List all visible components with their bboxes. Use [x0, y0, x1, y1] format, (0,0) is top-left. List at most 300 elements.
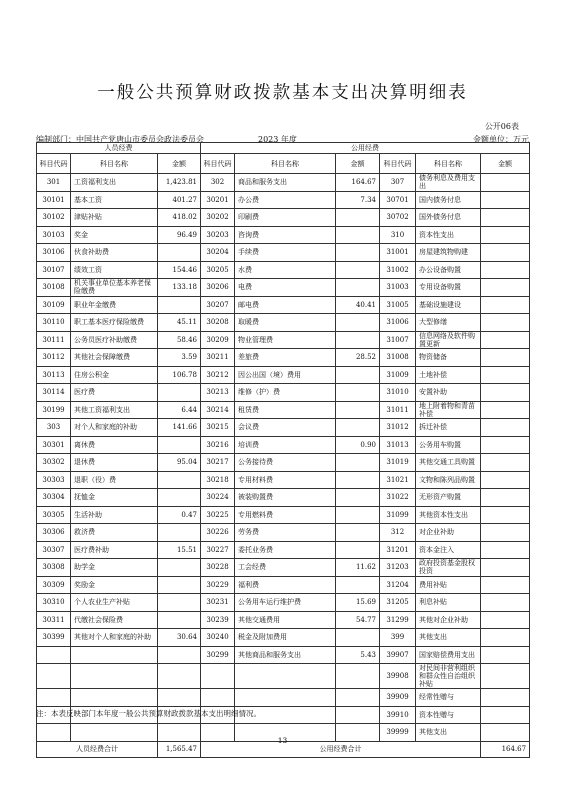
- item-code: [37, 646, 71, 664]
- item-name: 取暖费: [235, 314, 336, 332]
- item-name: [71, 689, 158, 707]
- item-amount: [336, 489, 380, 507]
- item-name: 其他交通工具购置: [416, 454, 481, 472]
- item-code: 30309: [37, 576, 71, 594]
- item-code: 30701: [380, 191, 416, 209]
- item-name: 大型修缮: [416, 314, 481, 332]
- item-amount: [336, 689, 380, 707]
- table-row: [37, 689, 530, 707]
- item-code: 312: [380, 524, 416, 542]
- table-row: [37, 559, 530, 577]
- item-amount: 133.18: [158, 279, 201, 297]
- item-amount: 6.44: [158, 401, 201, 419]
- col-code: 科目代码: [201, 154, 235, 174]
- item-amount: 0.90: [336, 436, 380, 454]
- table-row: [37, 279, 530, 297]
- item-amount: [158, 489, 201, 507]
- col-name: 科目名称: [235, 154, 336, 174]
- item-code: 30213: [201, 384, 235, 402]
- item-code: 30301: [37, 436, 71, 454]
- item-amount: [481, 419, 530, 437]
- item-name: 水费: [235, 261, 336, 279]
- item-code: 31003: [380, 279, 416, 297]
- table-row: [37, 489, 530, 507]
- item-amount: [481, 209, 530, 227]
- item-name: [71, 646, 158, 664]
- item-code: 30201: [201, 191, 235, 209]
- item-amount: 164.67: [336, 174, 380, 192]
- table-row: [37, 366, 530, 384]
- item-code: 30307: [37, 541, 71, 559]
- item-name: 对民间非营利组织和群众性自治组织补贴: [416, 664, 481, 689]
- item-code: 39908: [380, 664, 416, 689]
- item-code: 30110: [37, 314, 71, 332]
- col-code: 科目代码: [37, 154, 71, 174]
- item-code: 30218: [201, 471, 235, 489]
- item-code: 30102: [37, 209, 71, 227]
- item-amount: [336, 524, 380, 542]
- table-row: [37, 174, 530, 192]
- item-amount: [481, 629, 530, 647]
- item-amount: [336, 331, 380, 349]
- item-amount: [481, 401, 530, 419]
- item-code: 30308: [37, 559, 71, 577]
- item-name: 无形资产购置: [416, 489, 481, 507]
- item-code: 30306: [37, 524, 71, 542]
- item-name: 资本性支出: [416, 226, 481, 244]
- item-code: 31005: [380, 296, 416, 314]
- item-name: 政府投资基金股权投资: [416, 559, 481, 577]
- item-name: 房屋建筑物购建: [416, 244, 481, 262]
- item-amount: 96.49: [158, 226, 201, 244]
- item-name: 租赁费: [235, 401, 336, 419]
- col-amount: 金额: [481, 154, 530, 174]
- item-code: 30205: [201, 261, 235, 279]
- table-row: [37, 349, 530, 367]
- item-amount: 106.78: [158, 366, 201, 384]
- item-amount: [336, 226, 380, 244]
- year-label: 2023 年度: [258, 135, 297, 144]
- table-row: [37, 629, 530, 647]
- item-code: 30207: [201, 296, 235, 314]
- item-name: 经常性赠与: [416, 689, 481, 707]
- item-code: 30225: [201, 506, 235, 524]
- item-name: 生活补助: [71, 506, 158, 524]
- item-name: 其他交通费用: [235, 611, 336, 629]
- item-amount: [158, 436, 201, 454]
- table-row: [37, 331, 530, 349]
- item-code: 30107: [37, 261, 71, 279]
- item-code: 30215: [201, 419, 235, 437]
- item-name: 代缴社会保险费: [71, 611, 158, 629]
- item-code: 31009: [380, 366, 416, 384]
- item-amount: [481, 244, 530, 262]
- item-name: 其他对企业补助: [416, 611, 481, 629]
- item-amount: [336, 366, 380, 384]
- item-name: 绩效工资: [71, 261, 158, 279]
- item-amount: [158, 576, 201, 594]
- item-amount: [481, 489, 530, 507]
- item-amount: [481, 384, 530, 402]
- item-name: 其他工资福利支出: [71, 401, 158, 419]
- item-name: 基础设施建设: [416, 296, 481, 314]
- item-amount: [481, 576, 530, 594]
- unit-label: 金额单位：万元: [473, 135, 529, 144]
- item-name: 土地补偿: [416, 366, 481, 384]
- item-amount: [481, 279, 530, 297]
- table-row: [37, 296, 530, 314]
- item-name: 其他支出: [416, 724, 481, 742]
- item-amount: [158, 524, 201, 542]
- item-name: 被装购置费: [235, 489, 336, 507]
- item-name: 其他商品和服务支出: [235, 646, 336, 664]
- table-row: [37, 191, 530, 209]
- item-amount: [481, 174, 530, 192]
- item-name: 对个人和家庭的补助: [71, 419, 158, 437]
- item-amount: [336, 244, 380, 262]
- item-amount: 15.51: [158, 541, 201, 559]
- item-name: 机关事业单位基本养老保险缴费: [71, 279, 158, 297]
- item-name: 差旅费: [235, 349, 336, 367]
- item-amount: [481, 524, 530, 542]
- item-code: 30214: [201, 401, 235, 419]
- item-name: 电费: [235, 279, 336, 297]
- item-code: 30212: [201, 366, 235, 384]
- item-code: 30199: [37, 401, 71, 419]
- col-name: 科目名称: [416, 154, 481, 174]
- item-code: [201, 664, 235, 689]
- table-row: [37, 541, 530, 559]
- item-code: 30311: [37, 611, 71, 629]
- item-amount: [158, 689, 201, 707]
- item-code: 30229: [201, 576, 235, 594]
- item-code: 30224: [201, 489, 235, 507]
- item-code: 30216: [201, 436, 235, 454]
- table-row: [37, 594, 530, 612]
- item-code: 30304: [37, 489, 71, 507]
- item-name: 其他资本性支出: [416, 506, 481, 524]
- item-amount: [158, 471, 201, 489]
- item-code: 30228: [201, 559, 235, 577]
- item-amount: [336, 401, 380, 419]
- item-name: 住房公积金: [71, 366, 158, 384]
- item-code: 30303: [37, 471, 71, 489]
- item-amount: [481, 541, 530, 559]
- item-name: [71, 664, 158, 689]
- item-code: 31008: [380, 349, 416, 367]
- item-name: 奖金: [71, 226, 158, 244]
- item-amount: [336, 454, 380, 472]
- item-name: 津贴补贴: [71, 209, 158, 227]
- item-amount: [481, 689, 530, 707]
- item-name: 地上附着物和青苗补偿: [416, 401, 481, 419]
- item-amount: [336, 664, 380, 689]
- item-amount: [336, 541, 380, 559]
- public-header: 公用经费: [201, 143, 530, 154]
- item-amount: [481, 664, 530, 689]
- item-amount: 45.11: [158, 314, 201, 332]
- item-code: [201, 689, 235, 707]
- item-code: 30203: [201, 226, 235, 244]
- item-name: 职工基本医疗保险缴费: [71, 314, 158, 332]
- item-name: 专用燃料费: [235, 506, 336, 524]
- item-name: 信息网络及软件购置更新: [416, 331, 481, 349]
- item-amount: [158, 296, 201, 314]
- item-amount: [158, 594, 201, 612]
- item-amount: [481, 366, 530, 384]
- table-row: [37, 611, 530, 629]
- item-name: 奖励金: [71, 576, 158, 594]
- item-name: [235, 664, 336, 689]
- item-name: 办公费: [235, 191, 336, 209]
- item-amount: 95.04: [158, 454, 201, 472]
- item-amount: [481, 331, 530, 349]
- table-row: [37, 314, 530, 332]
- item-name: 劳务费: [235, 524, 336, 542]
- item-name: 医疗费补助: [71, 541, 158, 559]
- item-amount: [481, 296, 530, 314]
- item-amount: [481, 349, 530, 367]
- item-name: 其他对个人和家庭的补助: [71, 629, 158, 647]
- item-name: 工会经费: [235, 559, 336, 577]
- table-row: [37, 436, 530, 454]
- item-code: 30227: [201, 541, 235, 559]
- item-code: 39909: [380, 689, 416, 707]
- item-name: 物业管理费: [235, 331, 336, 349]
- item-amount: [158, 384, 201, 402]
- item-amount: [481, 594, 530, 612]
- item-code: 39910: [380, 706, 416, 724]
- item-name: 离休费: [71, 436, 158, 454]
- item-amount: [336, 471, 380, 489]
- item-code: 310: [380, 226, 416, 244]
- item-name: 办公设备购置: [416, 261, 481, 279]
- item-amount: [481, 559, 530, 577]
- item-code: 30209: [201, 331, 235, 349]
- item-code: 302: [201, 174, 235, 192]
- item-code: 30240: [201, 629, 235, 647]
- item-code: 30399: [37, 629, 71, 647]
- item-amount: [158, 646, 201, 664]
- item-amount: 418.02: [158, 209, 201, 227]
- item-name: 医疗费: [71, 384, 158, 402]
- item-code: 30310: [37, 594, 71, 612]
- public-total-value: 164.67: [481, 741, 530, 757]
- item-amount: [481, 261, 530, 279]
- table-row: [37, 524, 530, 542]
- item-code: 31011: [380, 401, 416, 419]
- item-name: 因公出国（境）费用: [235, 366, 336, 384]
- item-code: 30231: [201, 594, 235, 612]
- item-name: 退休费: [71, 454, 158, 472]
- item-amount: [336, 314, 380, 332]
- item-code: 31006: [380, 314, 416, 332]
- table-row: [37, 401, 530, 419]
- item-name: 债务利息及费用支出: [416, 174, 481, 192]
- item-name: 拆迁补偿: [416, 419, 481, 437]
- table-row: [37, 646, 530, 664]
- expenditure-table: [36, 142, 530, 758]
- item-amount: [481, 436, 530, 454]
- item-code: 30106: [37, 244, 71, 262]
- item-code: 30217: [201, 454, 235, 472]
- item-code: 30702: [380, 209, 416, 227]
- item-name: 利息补贴: [416, 594, 481, 612]
- personnel-header: 人员经费: [37, 143, 201, 154]
- item-amount: [481, 226, 530, 244]
- item-code: 39999: [380, 724, 416, 742]
- item-name: 福利费: [235, 576, 336, 594]
- item-code: 30108: [37, 279, 71, 297]
- item-code: [37, 689, 71, 707]
- item-code: 31201: [380, 541, 416, 559]
- item-name: 公务接待费: [235, 454, 336, 472]
- item-amount: [481, 506, 530, 524]
- item-name: 国家赔偿费用支出: [416, 646, 481, 664]
- item-amount: [158, 244, 201, 262]
- item-code: 303: [37, 419, 71, 437]
- item-name: 物资储备: [416, 349, 481, 367]
- item-code: 31002: [380, 261, 416, 279]
- table-row: [37, 244, 530, 262]
- item-name: 公务用车运行维护费: [235, 594, 336, 612]
- item-code: 30103: [37, 226, 71, 244]
- item-name: 救济费: [71, 524, 158, 542]
- item-name: 对企业补助: [416, 524, 481, 542]
- item-code: 31022: [380, 489, 416, 507]
- item-name: 邮电费: [235, 296, 336, 314]
- item-name: 费用补贴: [416, 576, 481, 594]
- item-amount: [336, 419, 380, 437]
- item-name: 公务用车购置: [416, 436, 481, 454]
- item-name: 个人农业生产补贴: [71, 594, 158, 612]
- table-row: [37, 419, 530, 437]
- item-amount: 7.34: [336, 191, 380, 209]
- item-name: 安置补助: [416, 384, 481, 402]
- item-code: 30305: [37, 506, 71, 524]
- form-number: 公开06表: [484, 122, 519, 131]
- item-amount: [481, 646, 530, 664]
- item-code: 30114: [37, 384, 71, 402]
- item-name: 会议费: [235, 419, 336, 437]
- item-code: 31021: [380, 471, 416, 489]
- item-code: 30109: [37, 296, 71, 314]
- item-code: 31205: [380, 594, 416, 612]
- item-code: 39907: [380, 646, 416, 664]
- item-name: 其他支出: [416, 629, 481, 647]
- page-number: 13: [277, 736, 288, 745]
- item-amount: 154.46: [158, 261, 201, 279]
- item-name: 国内债务付息: [416, 191, 481, 209]
- item-name: 专用材料费: [235, 471, 336, 489]
- item-amount: 401.27: [158, 191, 201, 209]
- item-name: 专用设备购置: [416, 279, 481, 297]
- item-amount: [336, 261, 380, 279]
- item-name: 文物和陈列品购置: [416, 471, 481, 489]
- item-code: 30299: [201, 646, 235, 664]
- item-name: 咨询费: [235, 226, 336, 244]
- item-name: 资本性赠与: [416, 706, 481, 724]
- col-amount: 金额: [336, 154, 380, 174]
- item-code: 31019: [380, 454, 416, 472]
- item-code: 30226: [201, 524, 235, 542]
- item-name: 工资福利支出: [71, 174, 158, 192]
- item-code: 30302: [37, 454, 71, 472]
- item-name: 职业年金缴费: [71, 296, 158, 314]
- item-amount: 1,423.81: [158, 174, 201, 192]
- table-row: [37, 454, 530, 472]
- item-amount: [481, 454, 530, 472]
- item-amount: [481, 611, 530, 629]
- table-row: [37, 261, 530, 279]
- item-amount: 0.47: [158, 506, 201, 524]
- item-amount: 15.69: [336, 594, 380, 612]
- item-amount: [336, 576, 380, 594]
- table-row: [37, 471, 530, 489]
- item-name: 退职（役）费: [71, 471, 158, 489]
- item-amount: 5.43: [336, 646, 380, 664]
- item-code: 31010: [380, 384, 416, 402]
- item-amount: [336, 384, 380, 402]
- item-code: 399: [380, 629, 416, 647]
- item-name: 国外债务付息: [416, 209, 481, 227]
- item-amount: [158, 611, 201, 629]
- item-code: 31007: [380, 331, 416, 349]
- item-amount: 3.59: [158, 349, 201, 367]
- item-amount: [336, 209, 380, 227]
- item-code: 31013: [380, 436, 416, 454]
- item-name: 伙食补助费: [71, 244, 158, 262]
- item-name: 抚恤金: [71, 489, 158, 507]
- item-name: 印刷费: [235, 209, 336, 227]
- item-name: 助学金: [71, 559, 158, 577]
- item-code: 301: [37, 174, 71, 192]
- item-code: 30206: [201, 279, 235, 297]
- item-name: 税金及附加费用: [235, 629, 336, 647]
- item-code: 31001: [380, 244, 416, 262]
- department-label: 编制部门：中国共产党唐山市委员会政法委员会: [36, 135, 204, 144]
- item-amount: [481, 706, 530, 724]
- item-name: 委托业务费: [235, 541, 336, 559]
- item-code: 30239: [201, 611, 235, 629]
- item-code: 30204: [201, 244, 235, 262]
- item-amount: [336, 506, 380, 524]
- item-amount: [158, 664, 201, 689]
- personnel-total-value: 1,565.47: [158, 741, 201, 757]
- item-amount: 28.52: [336, 349, 380, 367]
- item-code: 307: [380, 174, 416, 192]
- item-amount: 11.62: [336, 559, 380, 577]
- footnote: 注：本表反映部门本年度一般公共预算财政拨款基本支出明细情况。: [36, 709, 261, 718]
- col-name: 科目名称: [71, 154, 158, 174]
- item-amount: 30.64: [158, 629, 201, 647]
- item-code: 30208: [201, 314, 235, 332]
- item-name: 其他社会保障缴费: [71, 349, 158, 367]
- item-amount: [481, 314, 530, 332]
- item-amount: [481, 191, 530, 209]
- table-row: [37, 226, 530, 244]
- item-code: 31299: [380, 611, 416, 629]
- col-code: 科目代码: [380, 154, 416, 174]
- item-amount: 40.41: [336, 296, 380, 314]
- item-code: 31099: [380, 506, 416, 524]
- item-name: 公务员医疗补助缴费: [71, 331, 158, 349]
- item-amount: [336, 629, 380, 647]
- table-row: [37, 506, 530, 524]
- item-amount: [481, 471, 530, 489]
- table-row: [37, 664, 530, 689]
- item-name: [235, 689, 336, 707]
